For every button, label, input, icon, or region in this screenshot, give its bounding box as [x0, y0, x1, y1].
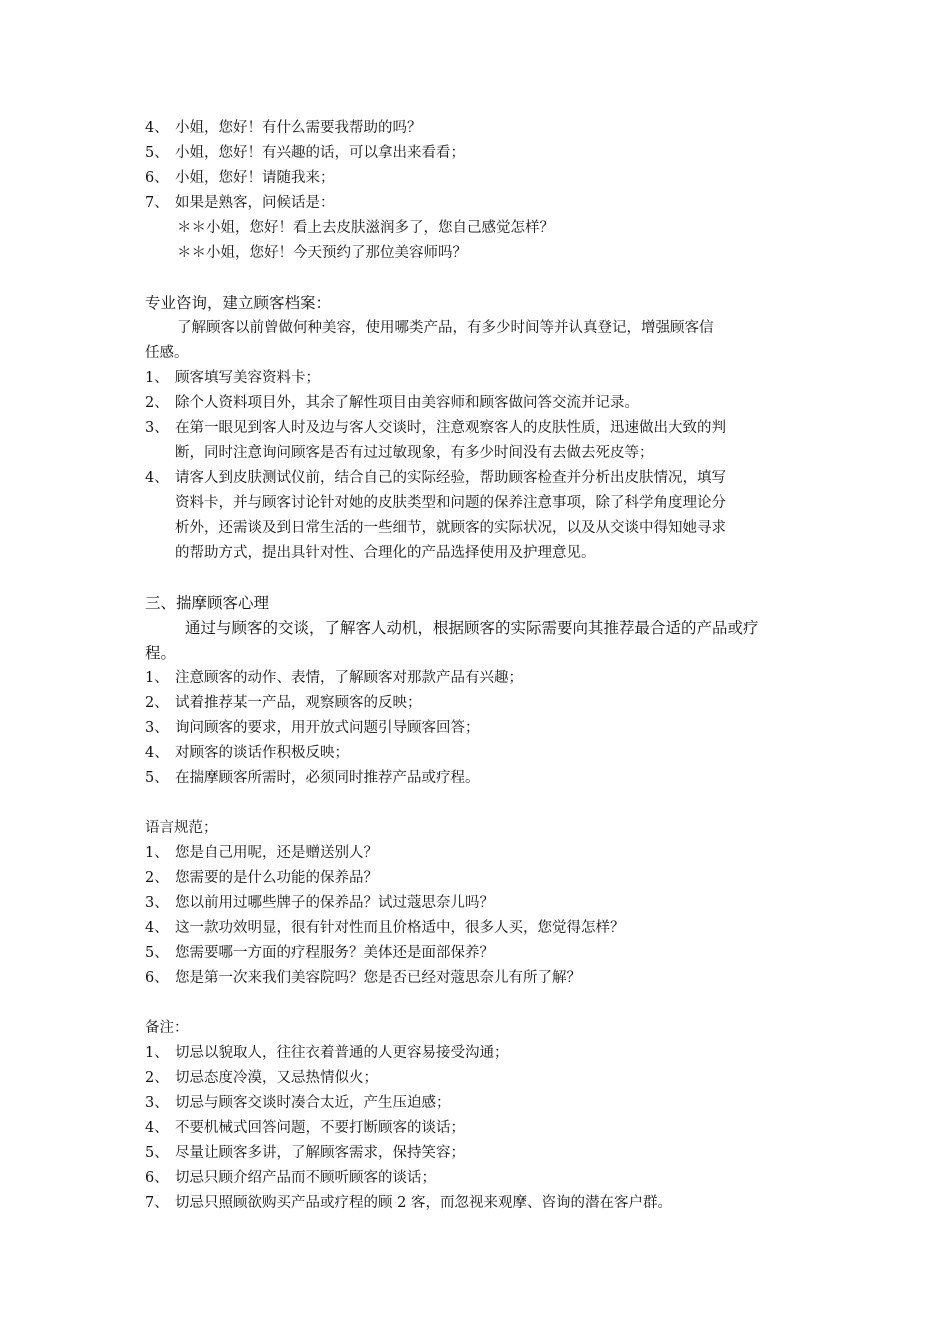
item-number: 4、	[145, 1120, 169, 1136]
item-text: 尽量让顾客多讲，了解顾客需求，保持笑容；	[175, 1145, 465, 1161]
item-text: 除个人资料项目外，其余了解性项目由美容师和顾客做问答交流并记录。	[175, 395, 639, 411]
item-continuation: 资料卡，并与顾客讨论针对她的皮肤类型和问题的保养注意事项，除了科学角度理论分	[175, 495, 726, 511]
list-item	[145, 943, 494, 963]
sub-item: ＊＊小姐，您好！看上去皮肤滋润多了，您自己感觉怎样？	[177, 220, 554, 236]
item-text: 切忌只顾介绍产品而不顾听顾客的谈话；	[175, 1170, 436, 1186]
list-item	[145, 893, 494, 913]
item-number: 5、	[145, 945, 169, 961]
item-number: 6、	[145, 970, 169, 986]
item-number: 4、	[145, 745, 169, 761]
item-text: 切忌与顾客交谈时凑合太近，产生压迫感；	[175, 1095, 451, 1111]
item-number: 1、	[145, 370, 169, 386]
item-number: 3、	[145, 1095, 169, 1111]
item-number: 4、	[145, 470, 169, 486]
item-number: 2、	[145, 395, 169, 411]
list-item	[145, 143, 465, 163]
list-item	[145, 918, 625, 938]
list-item	[145, 1118, 465, 1138]
list-item	[145, 193, 335, 213]
item-text: 您是第一次来我们美容院吗？您是否已经对蔻思奈儿有所了解？	[175, 970, 581, 986]
item-text: 您需要的是什么功能的保养品？	[175, 870, 378, 886]
list-item	[145, 1193, 672, 1213]
item-number: 1、	[145, 670, 169, 686]
paragraph-line: 任感。	[145, 345, 189, 361]
list-item	[145, 1068, 378, 1088]
list-item	[145, 168, 335, 188]
list-item	[145, 693, 422, 713]
item-text: 不要机械式回答问题，不要打断顾客的谈话；	[175, 1120, 465, 1136]
list-item	[145, 1168, 436, 1188]
item-text: 如果是熟客，问候话是：	[175, 195, 335, 211]
item-text: 注意顾客的动作、表情，了解顾客对那款产品有兴趣；	[175, 670, 523, 686]
item-text: 您需要哪一方面的疗程服务？美体还是面部保养？	[175, 945, 494, 961]
section-title: 专业咨询，建立顾客档案：	[145, 294, 332, 312]
item-text: 小姐，您好！请随我来；	[175, 170, 335, 186]
paragraph-line: 通过与顾客的交谈，了解客人动机，根据顾客的实际需要向其推荐最合适的产品或疗	[185, 619, 759, 637]
sub-item: ＊＊小姐，您好！今天预约了那位美容师吗？	[177, 245, 467, 261]
list-item	[145, 718, 480, 738]
item-number: 4、	[145, 120, 169, 136]
list-item	[145, 393, 639, 413]
item-number: 5、	[145, 1145, 169, 1161]
item-number: 7、	[145, 1195, 169, 1211]
list-item	[145, 868, 378, 888]
item-number: 1、	[145, 1045, 169, 1061]
list-item	[145, 1143, 465, 1163]
section-title: 语言规范；	[145, 820, 218, 836]
item-text: 询问顾客的要求，用开放式问题引导顾客回答；	[175, 720, 480, 736]
list-item	[145, 743, 349, 763]
item-number: 6、	[145, 170, 169, 186]
list-item	[145, 468, 726, 488]
item-number: 2、	[145, 695, 169, 711]
list-item	[145, 418, 726, 438]
item-text: 您是自己用呢，还是赠送别人？	[175, 845, 378, 861]
item-continuation: 的帮助方式，提出具针对性、合理化的产品选择使用及护理意见。	[175, 545, 596, 561]
paragraph-line: 了解顾客以前曾做何种美容，使用哪类产品，有多少时间等并认真登记，增强顾客信	[177, 320, 714, 336]
item-text: 切忌态度冷漠，又忌热情似火；	[175, 1070, 378, 1086]
section-title: 三、揣摩顾客心理	[145, 594, 270, 612]
item-text: 请客人到皮肤测试仪前，结合自己的实际经验，帮助顾客检查并分析出皮肤情况，填写	[175, 470, 726, 486]
item-number: 3、	[145, 895, 169, 911]
item-number: 1、	[145, 845, 169, 861]
list-item	[145, 368, 320, 388]
item-number: 5、	[145, 770, 169, 786]
item-text: 试着推荐某一产品，观察顾客的反映；	[175, 695, 422, 711]
item-text: 小姐，您好！有什么需要我帮助的吗？	[175, 120, 422, 136]
item-continuation: 断，同时注意询问顾客是否有过过敏现象，有多少时间没有去做去死皮等；	[175, 445, 654, 461]
item-number: 3、	[145, 420, 169, 436]
item-number: 5、	[145, 145, 169, 161]
section-title: 备注：	[145, 1020, 189, 1036]
item-text: 在第一眼见到客人时及边与客人交谈时，注意观察客人的皮肤性质，迅速做出大致的判	[175, 420, 726, 436]
item-text: 在揣摩顾客所需时，必须同时推荐产品或疗程。	[175, 770, 480, 786]
item-text: 切忌以貌取人，往往衣着普通的人更容易接受沟通；	[175, 1045, 509, 1061]
item-number: 4、	[145, 920, 169, 936]
item-text: 顾客填写美容资料卡；	[175, 370, 320, 386]
list-item	[145, 968, 581, 988]
item-continuation: 析外，还需谈及到日常生活的一些细节，就顾客的实际状况，以及从交谈中得知她寻求	[175, 520, 726, 536]
item-text: 这一款功效明显，很有针对性而且价格适中，很多人买，您觉得怎样？	[175, 920, 625, 936]
list-item	[145, 843, 378, 863]
item-number: 2、	[145, 870, 169, 886]
item-text: 您以前用过哪些牌子的保养品？试过蔻思奈儿吗？	[175, 895, 494, 911]
item-text: 小姐，您好！有兴趣的话，可以拿出来看看；	[175, 145, 465, 161]
list-item	[145, 668, 523, 688]
list-item	[145, 768, 480, 788]
list-item	[145, 1093, 451, 1113]
item-text: 对顾客的谈话作积极反映；	[175, 745, 349, 761]
item-number: 2、	[145, 1070, 169, 1086]
list-item	[145, 1043, 509, 1063]
item-text: 切忌只照顾欲购买产品或疗程的顾 2 客，而忽视来观摩、咨询的潜在客户群。	[175, 1195, 672, 1211]
list-item	[145, 118, 422, 138]
paragraph-line: 程。	[145, 644, 177, 662]
item-number: 6、	[145, 1170, 169, 1186]
item-number: 3、	[145, 720, 169, 736]
item-number: 7、	[145, 195, 169, 211]
